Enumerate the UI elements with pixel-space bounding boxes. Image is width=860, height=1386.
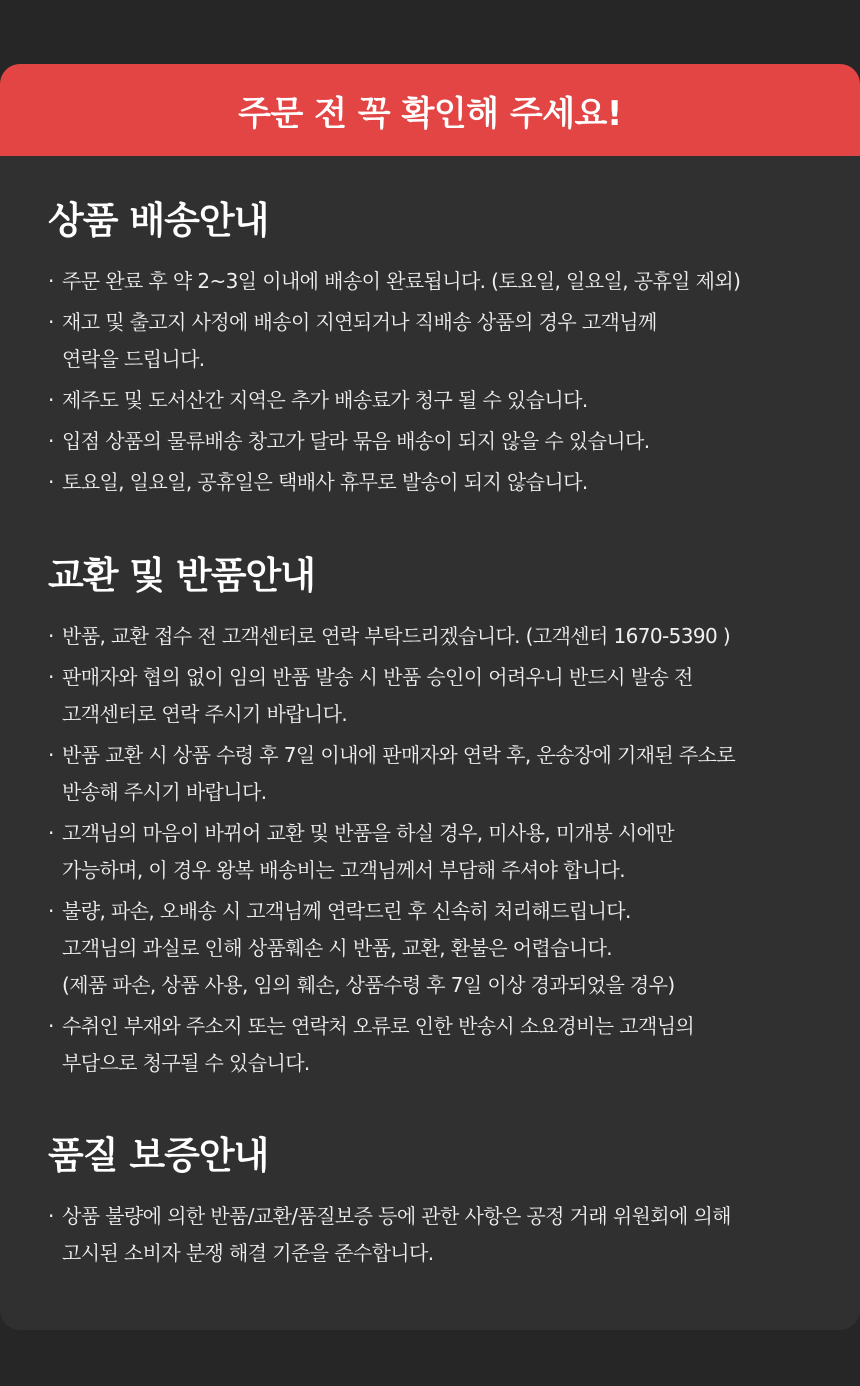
notice-item [48, 382, 830, 419]
section-title: 교환 및 반품안내 [48, 554, 315, 597]
notice-item-line: 제주도 및 도서산간 지역은 추가 배송료가 청구 될 수 있습니다. [62, 388, 588, 412]
notice-item [48, 618, 830, 655]
bullet-dot: · [48, 470, 54, 494]
notice-item-line: 반품, 교환 접수 전 고객센터로 연락 부탁드리겠습니다. (고객센터 1670-5390 ) [62, 624, 731, 648]
bullet-dot: · [48, 429, 54, 453]
notice-item [48, 423, 830, 460]
notice-item [48, 815, 830, 889]
notice-item-line: (제품 파손, 상품 사용, 임의 훼손, 상품수령 후 7일 이상 경과되었을 경우) [62, 973, 675, 997]
notice-item-line: 고객님의 과실로 인해 상품훼손 시 반품, 교환, 환불은 어렵습니다. [62, 936, 613, 960]
notice-item-line: 판매자와 협의 없이 임의 반품 발송 시 반품 승인이 어려우니 반드시 발송 전 [62, 665, 693, 689]
notice-item-line: 고객님의 마음이 바뀌어 교환 및 반품을 하실 경우, 미사용, 미개봉 시에만 [62, 821, 674, 845]
shipping-section [48, 199, 830, 505]
section-title: 상품 배송안내 [48, 199, 269, 242]
notice-item-line: 수취인 부재와 주소지 또는 연락처 오류로 인한 반송시 소요경비는 고객님의 [62, 1014, 695, 1038]
notice-item-line: 불량, 파손, 오배송 시 고객님께 연락드린 후 신속히 처리해드립니다. [62, 899, 631, 923]
notice-item-line: 토요일, 일요일, 공휴일은 택배사 휴무로 발송이 되지 않습니다. [62, 470, 588, 494]
bullet-dot: · [48, 1204, 54, 1228]
notice-item [48, 304, 830, 378]
bullet-dot: · [48, 1014, 54, 1038]
bullet-dot: · [48, 269, 54, 293]
notice-item-line: 반품 교환 시 상품 수령 후 7일 이내에 판매자와 연락 후, 운송장에 기재된 주소로 [62, 743, 736, 767]
bullet-dot: · [48, 665, 54, 689]
bullet-dot: · [48, 310, 54, 334]
section-title: 품질 보증안내 [48, 1134, 269, 1177]
notice-item [48, 659, 830, 733]
notice-item [48, 263, 830, 300]
bullet-dot: · [48, 624, 54, 648]
notice-item-line: 반송해 주시기 바랍니다. [62, 780, 267, 804]
notice-item-line: 부담으로 청구될 수 있습니다. [62, 1051, 310, 1075]
exchange-return-section [48, 554, 830, 1086]
notice-item [48, 1198, 830, 1272]
notice-item-line: 고객센터로 연락 주시기 바랍니다. [62, 702, 348, 726]
notice-item [48, 464, 830, 501]
bullet-dot: · [48, 388, 54, 412]
notice-item-line: 상품 불량에 의한 반품/교환/품질보증 등에 관한 사항은 공정 거래 위원회에 의해 [62, 1204, 731, 1228]
notice-item-line: 가능하며, 이 경우 왕복 배송비는 고객님께서 부담해 주셔야 합니다. [62, 858, 626, 882]
quality-section [48, 1134, 830, 1276]
notice-item-line: 연락을 드립니다. [62, 347, 205, 371]
bullet-dot: · [48, 821, 54, 845]
notice-item-line: 입점 상품의 물류배송 창고가 달라 묶음 배송이 되지 않을 수 있습니다. [62, 429, 650, 453]
notice-item [48, 737, 830, 811]
notice-item-line: 재고 및 출고지 사정에 배송이 지연되거나 직배송 상품의 경우 고객님께 [62, 310, 657, 334]
notice-item-line: 고시된 소비자 분쟁 해결 기준을 준수합니다. [62, 1241, 434, 1265]
bullet-dot: · [48, 743, 54, 767]
banner-title: 주문 전 꼭 확인해 주세요! [238, 93, 622, 134]
notice-banner [0, 64, 860, 156]
notice-item [48, 893, 830, 1004]
bullet-dot: · [48, 899, 54, 923]
notice-card [0, 64, 860, 1330]
notice-item-line: 주문 완료 후 약 2~3일 이내에 배송이 완료됩니다. (토요일, 일요일, 공휴일 제외) [62, 269, 741, 293]
notice-item [48, 1008, 830, 1082]
